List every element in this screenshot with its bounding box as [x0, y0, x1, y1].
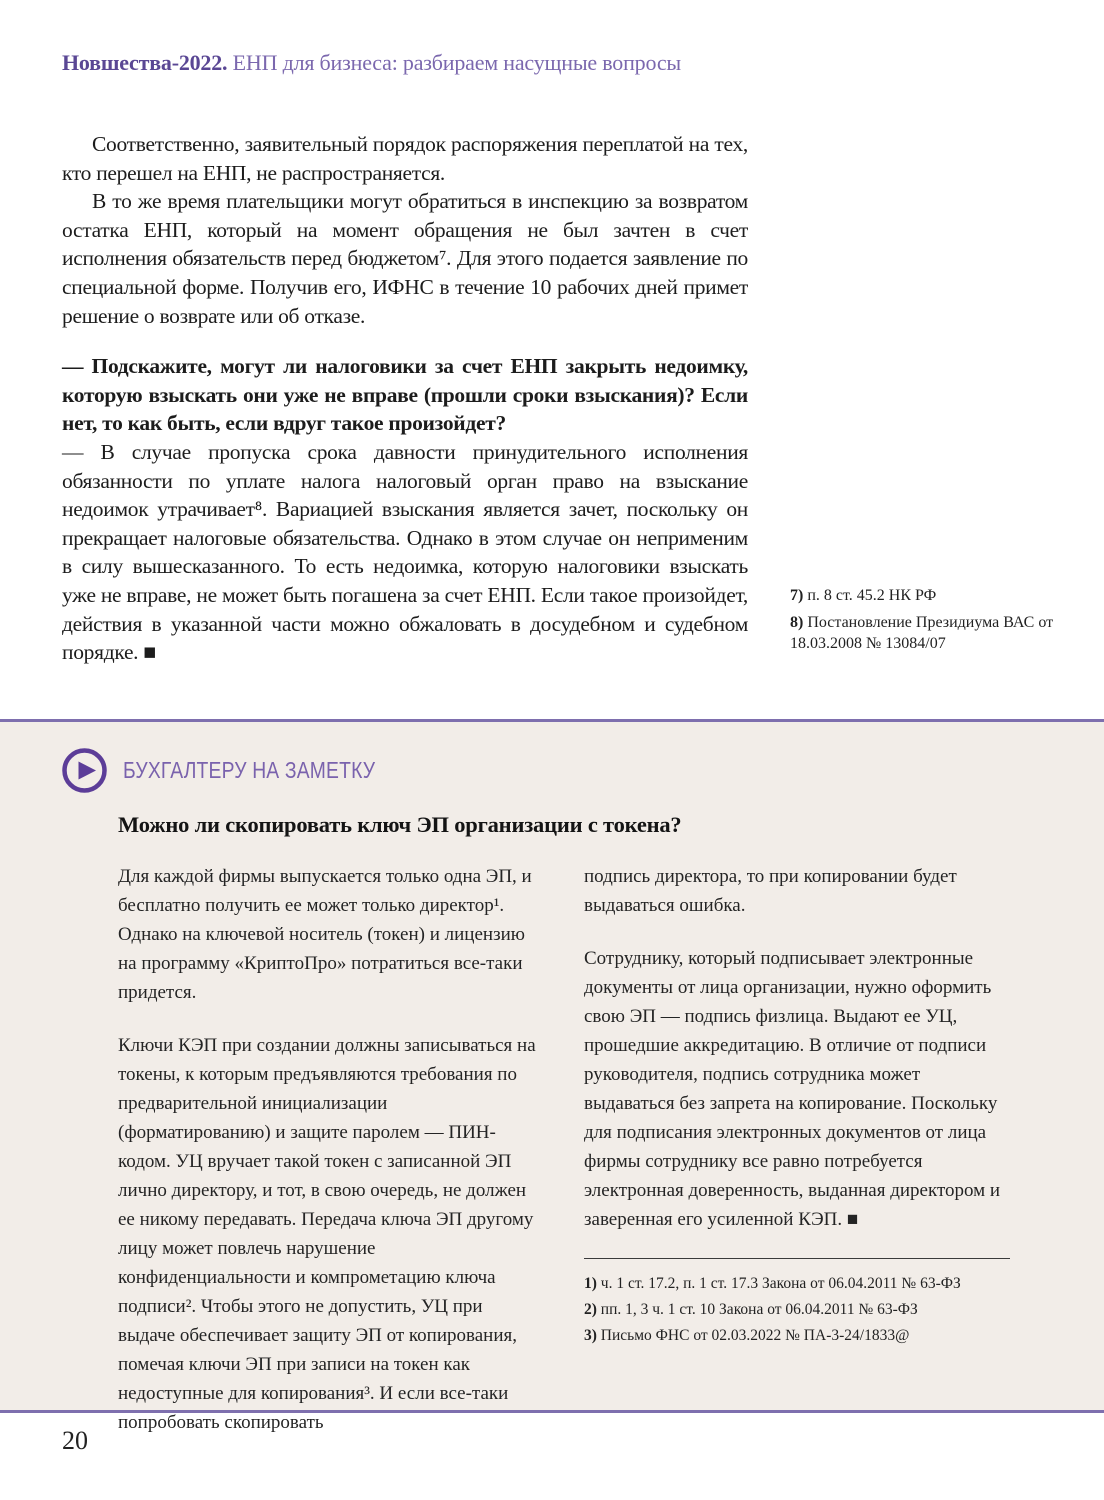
qa-answer: — В случае пропуска срока давности принудительного исполнения обязанности по уплате налога налоговый орган право на взыскание недоимок утрачивает⁸. Вариацией взыскания является зачет, поскольку он прекращает налоговые обязательства. Однако в этом случае он неприменим в силу вышесказанного. То есть недоимка, которую налоговики взыскать уже не вправе, не может быть погашена за счет ЕНП. Если такое произойдет, действия в указанной части можно обжаловать в досудебном и судебном порядке. ■ — [62, 439, 748, 665]
footnote-item — [584, 1271, 1010, 1297]
footnote-number: 8) — [790, 613, 804, 631]
article-footnotes — [790, 585, 1090, 660]
play-icon — [62, 748, 107, 793]
footnote-text: пп. 1, 3 ч. 1 ст. 10 Закона от 06.04.2011 № 63-ФЗ — [600, 1301, 918, 1318]
article-paragraph: В то же время плательщики могут обратиться в инспекцию за возвратом остатка ЕНП, который на момент обращения не был зачтен в счет исполнения обязательств перед бюджетом⁷. Для этого подается заявление по специальной форме. Получив его, ИФНС в течение 10 рабочих дней примет решение о возврате или об отказе. — [62, 189, 748, 328]
footnote-item — [584, 1323, 1010, 1349]
footnote-number: 7) — [790, 587, 804, 604]
footnote-item — [584, 1297, 1010, 1323]
footnote-text: Постановление Президиума ВАС от 18.03.2008 № 13084/07 — [790, 613, 1054, 652]
footnote-number: 3) — [584, 1327, 597, 1344]
footnote-text: Письмо ФНС от 02.03.2022 № ПА-3-24/1833@ — [600, 1327, 910, 1344]
note-footnotes — [584, 1258, 1010, 1349]
note-box — [0, 719, 1104, 1433]
note-paragraph: подпись директора, то при копировании будет выдаваться ошибка. — [584, 866, 957, 916]
footnote-item — [790, 612, 1090, 655]
article-body — [62, 130, 748, 667]
footnote-text: ч. 1 ст. 17.2, п. 1 ст. 17.3 Закона от 06.04.2011 № 63-ФЗ — [600, 1275, 961, 1292]
note-column-left — [118, 862, 544, 1461]
page-number: 20 — [62, 1426, 88, 1455]
kicker-label: БУХГАЛТЕРУ НА ЗАМЕТКУ — [123, 757, 376, 783]
footnote-text: п. 8 ст. 45.2 НК РФ — [807, 587, 937, 604]
footnote-item — [790, 585, 1090, 607]
note-columns — [118, 862, 1010, 1461]
footnote-number: 1) — [584, 1275, 597, 1292]
note-column-right — [584, 862, 1010, 1461]
qa-question: — Подскажите, могут ли налоговики за счет ЕНП закрыть недоимку, которую взыскать они уже не вправе (прошли сроки взыскания)? Если нет, то как быть, если вдруг такое произойдет? — [62, 354, 748, 436]
note-paragraph: Ключи КЭП при создании должны записываться на токены, к которым предъявляются требования по предварительной инициализации (форматированию) и защите паролем — ПИН-кодом. УЦ вручает такой токен с записанной ЭП лично директору, и тот, в свою очередь, не должен ее никому передавать. Передача ключа ЭП другому лицу может повлечь нарушение конфиденциальности и компрометацию ключа подписи². Чтобы этого не допустить, УЦ при выдаче обеспечивает защиту ЭП от копирования, помечая ключи ЭП при записи на токен как недоступные для копирования³. И если все-таки попробовать скопировать — [118, 1035, 536, 1433]
footnote-number: 2) — [584, 1301, 597, 1318]
header-subtitle: ЕНП для бизнеса: разбираем насущные вопросы — [232, 50, 681, 75]
article-paragraph: Соответственно, заявительный порядок распоряжения переплатой на тех, кто перешел на ЕНП, не распространяется. — [62, 132, 748, 185]
note-kicker-row — [62, 748, 423, 793]
note-paragraph: Сотруднику, который подписывает электронные документы от лица организации, нужно оформить свою ЭП — подпись физлица. Выдают ее УЦ, прошедшие аккредитацию. В отличие от подписи руководителя, подпись сотрудника может выдаваться без запрета на копирование. Поскольку для подписания электронных документов от лица фирмы сотруднику все равно потребуется электронная доверенность, выданная директором и заверенная его усиленной КЭП. ■ — [584, 948, 1001, 1230]
note-title: Можно ли скопировать ключ ЭП организации с токена? — [118, 812, 682, 837]
note-paragraph: Для каждой фирмы выпускается только одна ЭП, и бесплатно получить ее может только директор¹. Однако на ключевой носитель (токен) и лицензию на программу «КриптоПро» потратиться все-таки придется. — [118, 866, 532, 1003]
header-topic: Новшества-2022. — [62, 50, 228, 75]
page-header — [62, 50, 681, 76]
